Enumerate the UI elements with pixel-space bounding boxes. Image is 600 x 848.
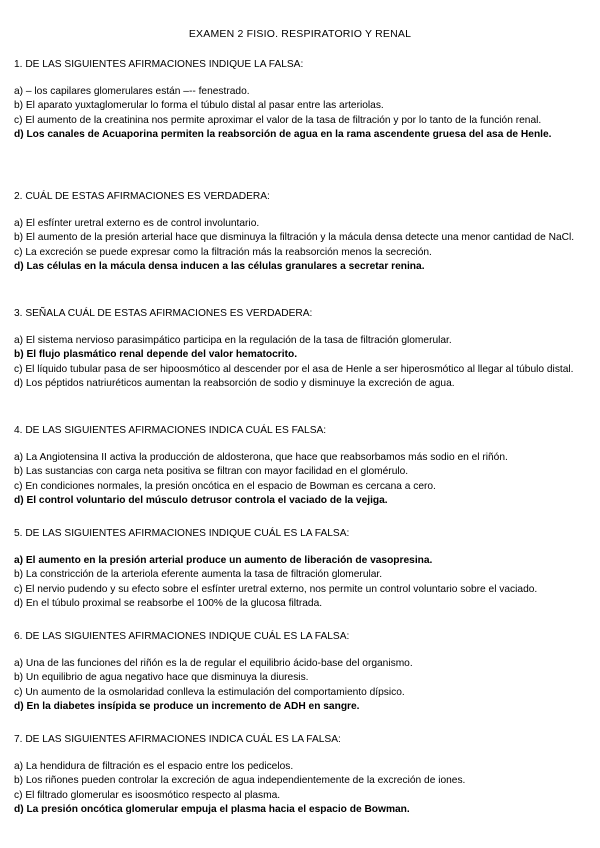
page-title: EXAMEN 2 FISIO. RESPIRATORIO Y RENAL (188, 28, 412, 40)
option-a: a) – los capilares glomerulares están –-- fenestrado. (14, 86, 250, 98)
option-d: d) En la diabetes insípida se produce un incremento de ADH en sangre. (14, 700, 360, 712)
option-c: c) El filtrado glomerular es isoosmótico respecto al plasma. (14, 789, 281, 801)
option-b: b) El aparato yuxtaglomerular lo forma el túbulo distal al pasar entre las arteriolas. (14, 100, 384, 112)
question-2 (14, 190, 588, 274)
option-a: a) El aumento en la presión arterial produce un aumento de liberación de vasopresina. (14, 555, 433, 567)
option-a: a) La hendidura de filtración es el espacio entre los pedicelos. (14, 761, 294, 773)
option-c: c) El nervio pudendo y su efecto sobre el esfínter uretral externo, nos permite un control voluntario sobre el vaciado. (14, 583, 538, 595)
option-c: c) El líquido tubular pasa de ser hipoosmótico al descender por el asa de Henle a ser hiperosmótico al llegar al túbulo distal. (14, 363, 574, 375)
question-prompt: 2. CUÁL DE ESTAS AFIRMACIONES ES VERDADERA: (14, 191, 270, 202)
option-d: d) Las células en la mácula densa inducen a las células granulares a secretar renina. (14, 260, 425, 272)
question-4 (14, 424, 588, 508)
option-b: b) La constricción de la arteriola eferente aumenta la tasa de filtración glomerular. (14, 569, 383, 581)
option-b: b) El aumento de la presión arterial hace que disminuya la filtración y la mácula densa detecte una menor cantidad de NaCl. (14, 232, 575, 244)
question-3 (14, 307, 588, 391)
question-prompt: 6. DE LAS SIGUIENTES AFIRMACIONES INDIQUE CUÁL ES LA FALSA: (14, 631, 350, 642)
question-prompt: 4. DE LAS SIGUIENTES AFIRMACIONES INDICA CUÁL ES FALSA: (14, 425, 327, 436)
option-b: b) Las sustancias con carga neta positiva se filtran con mayor facilidad en el glomérulo. (14, 466, 409, 478)
question-5 (14, 527, 588, 611)
option-c: c) El aumento de la creatinina nos permite aproximar el valor de la tasa de filtración y por lo tanto de la función renal. (14, 114, 542, 126)
option-c: c) La excreción se puede expresar como la filtración más la reabsorción menos la secreción. (14, 246, 432, 258)
option-a: a) El sistema nervioso parasimpático participa en la regulación de la tasa de filtración glomerular. (14, 335, 452, 347)
option-d: d) La presión oncótica glomerular empuja el plasma hacia el espacio de Bowman. (14, 803, 410, 815)
option-a: a) Una de las funciones del riñón es la de regular el equilibrio ácido-base del organismo. (14, 658, 413, 670)
question-prompt: 5. DE LAS SIGUIENTES AFIRMACIONES INDIQUE CUÁL ES LA FALSA: (14, 528, 350, 539)
option-d: d) Los péptidos natriuréticos aumentan la reabsorción de sodio y disminuye la excreción de agua. (14, 377, 455, 389)
question-7 (14, 733, 588, 817)
option-a: a) El esfínter uretral externo es de control involuntario. (14, 218, 260, 230)
option-b: b) Los riñones pueden controlar la excreción de agua independientemente de la excreción de iones. (14, 775, 466, 787)
option-c: c) En condiciones normales, la presión oncótica en el espacio de Bowman es cercana a cero. (14, 480, 436, 492)
question-prompt: 3. SEÑALA CUÁL DE ESTAS AFIRMACIONES ES VERDADERA: (14, 308, 313, 319)
option-d: d) Los canales de Acuaporina permiten la reabsorción de agua en la rama ascendente gruesa del asa de Henle. (14, 128, 552, 140)
option-a: a) La Angiotensina II activa la producción de aldosterona, que hace que reabsorbamos más sodio en el riñón. (14, 452, 508, 464)
option-c: c) Un aumento de la osmolaridad conlleva la estimulación del comportamiento dípsico. (14, 686, 405, 698)
question-prompt: 7. DE LAS SIGUIENTES AFIRMACIONES INDICA CUÁL ES LA FALSA: (14, 734, 341, 745)
option-d: d) En el túbulo proximal se reabsorbe el 100% de la glucosa filtrada. (14, 597, 323, 609)
option-d: d) El control voluntario del músculo detrusor controla el vaciado de la vejiga. (14, 494, 388, 506)
option-b: b) Un equilibrio de agua negativo hace que disminuya la diuresis. (14, 672, 309, 684)
option-b: b) El flujo plasmático renal depende del valor hematocrito. (14, 349, 298, 361)
question-prompt: 1. DE LAS SIGUIENTES AFIRMACIONES INDIQUE LA FALSA: (14, 59, 304, 70)
question-1 (14, 58, 588, 142)
question-6 (14, 630, 588, 714)
